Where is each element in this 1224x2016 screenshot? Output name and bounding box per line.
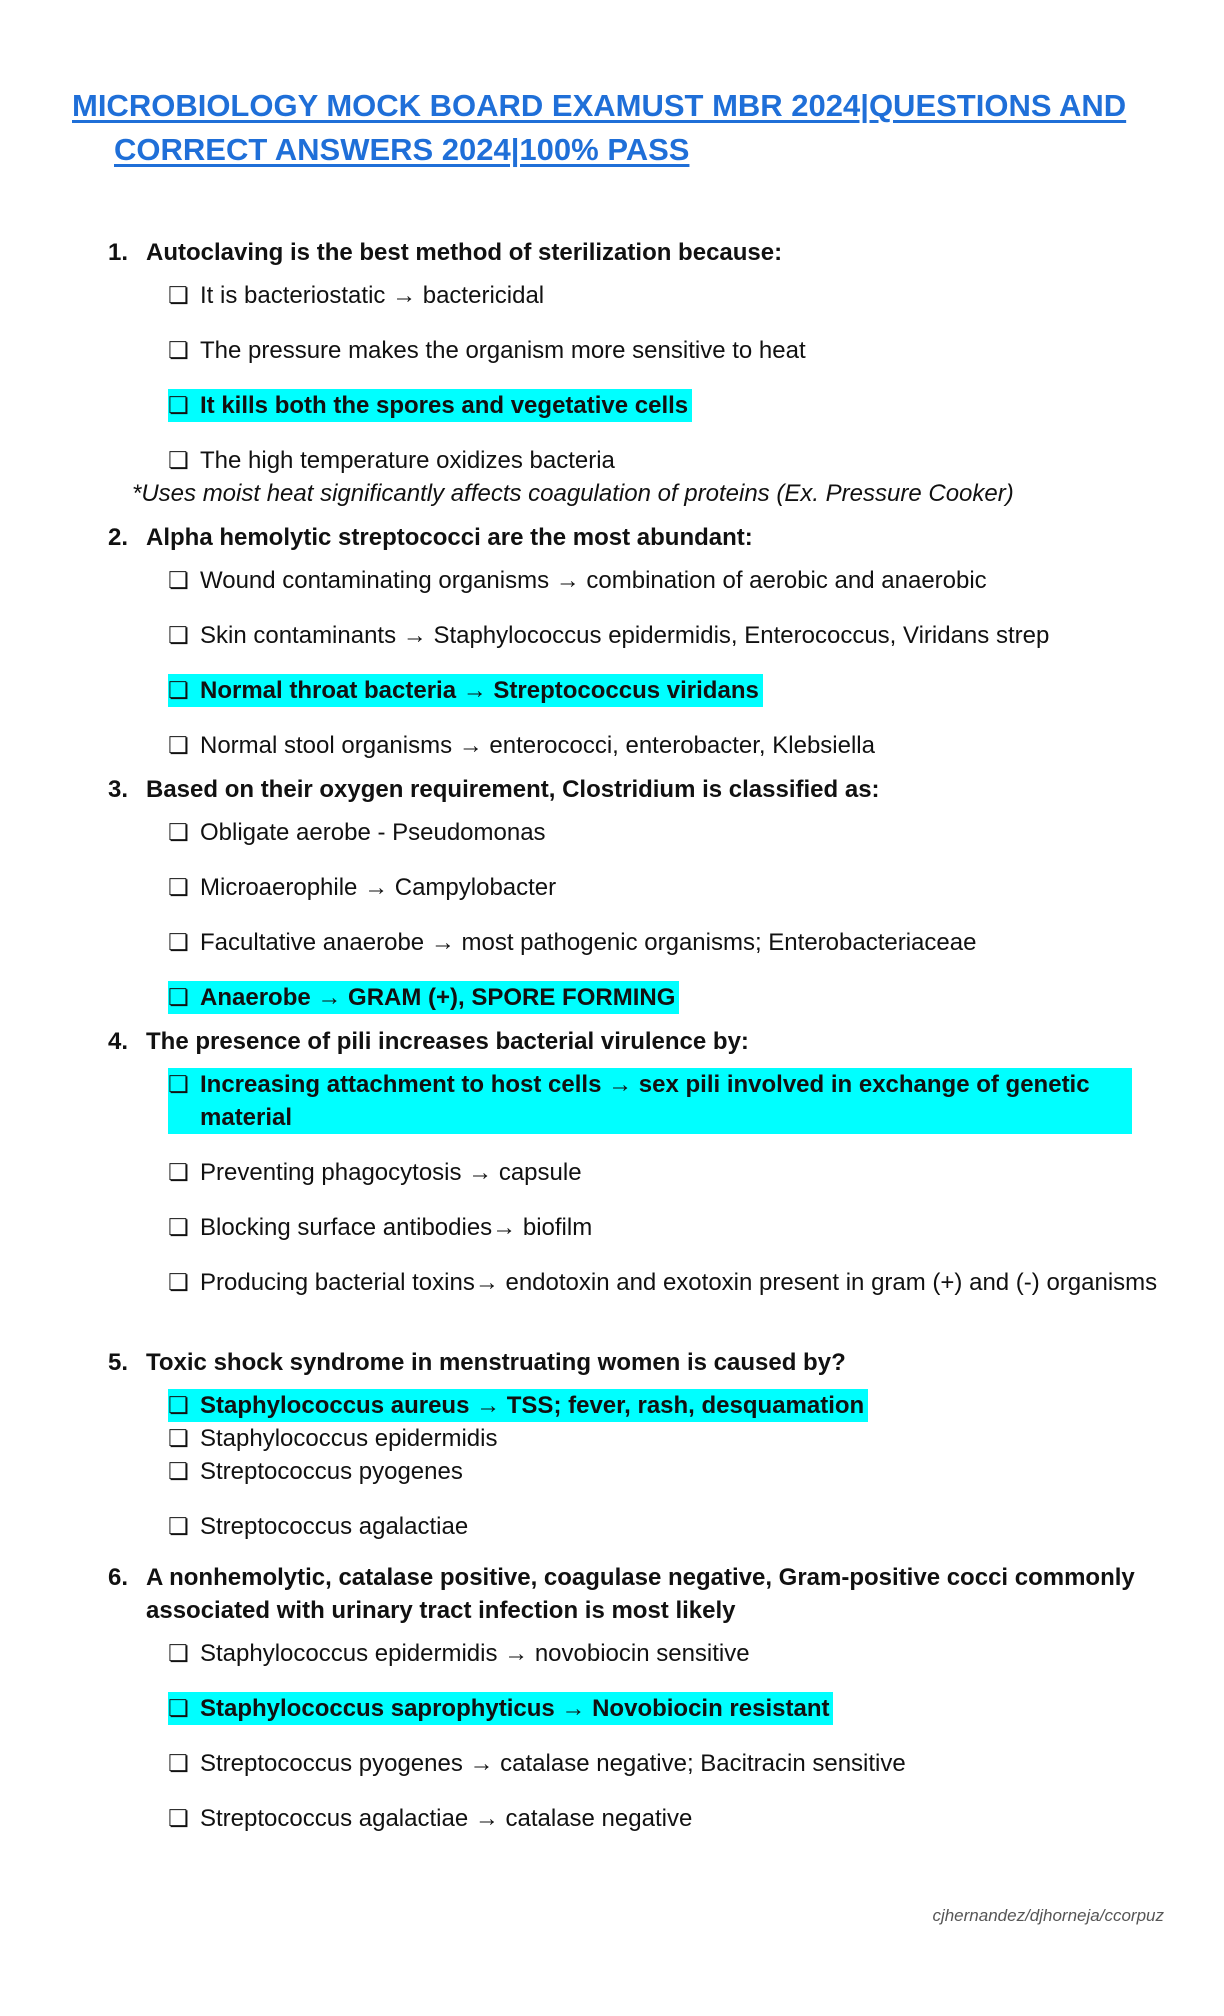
checkbox-icon: ❏ [168,622,189,648]
checkbox-icon: ❏ [168,337,189,363]
question-text: Autoclaving is the best method of sterilization because: [146,239,783,266]
checkbox-icon: ❏ [168,819,189,845]
option-text: It kills both the spores and vegetative cells [200,392,689,419]
option-text: Staphylococcus saprophyticus → Novobiocin resistant [200,1695,830,1722]
checkbox-icon: ❏ [168,1513,189,1539]
option [168,279,1168,312]
checkbox-icon: ❏ [168,1750,189,1776]
checkbox-icon: ❏ [168,874,189,900]
question-number: 1. [108,239,129,266]
option-text: Increasing attachment to host cells → sex pili involved in exchange of genetic material [200,1071,1090,1131]
title-line-1: MICROBIOLOGY MOCK BOARD EXAMUST MBR 2024|QUESTIONS AND [72,88,1127,123]
option [168,729,1168,762]
checkbox-icon: ❏ [168,447,189,473]
question-text: The presence of pili increases bacterial virulence by: [146,1028,749,1055]
checkbox-icon: ❏ [168,984,189,1010]
option-text: Facultative anaerobe → most pathogenic organisms; Enterobacteriaceae [200,929,977,956]
question-text: Toxic shock syndrome in menstruating women is caused by? [146,1349,846,1376]
option-text: Anaerobe → GRAM (+), SPORE FORMING [200,984,676,1011]
option-text: Streptococcus agalactiae [200,1513,469,1540]
option-text: Normal stool organisms → enterococci, enterobacter, Klebsiella [200,732,875,759]
question-number: 2. [108,524,129,551]
checkbox-icon: ❏ [168,1214,189,1240]
option-text: Blocking surface antibodies→ biofilm [200,1214,593,1241]
option [168,619,1168,652]
checkbox-icon: ❏ [168,1269,189,1295]
checkbox-icon: ❏ [168,1458,189,1484]
option-text: Streptococcus pyogenes [200,1458,463,1485]
option [168,816,1168,849]
checkbox-icon: ❏ [168,1640,189,1666]
option-text: Staphylococcus epidermidis → novobiocin sensitive [200,1640,750,1667]
option [168,1422,1168,1455]
question-number: 6. [108,1564,129,1591]
option-correct [168,1068,1132,1134]
option-correct [168,981,679,1014]
option [168,926,1168,959]
checkbox-icon: ❏ [168,392,189,418]
option-text: Streptococcus agalactiae → catalase negative [200,1805,693,1832]
option-correct [168,389,692,422]
checkbox-icon: ❏ [168,929,189,955]
option [168,1637,1168,1670]
option-text: Staphylococcus aureus → TSS; fever, rash, desquamation [200,1392,865,1419]
checkbox-icon: ❏ [168,677,189,703]
checkbox-icon: ❏ [168,282,189,308]
option-text: Wound contaminating organisms → combination of aerobic and anaerobic [200,567,987,594]
option [168,1510,1168,1543]
question-text: A nonhemolytic, catalase positive, coagulase negative, Gram-positive cocci commonly associated with urinary tract infection is most likely [146,1564,1135,1624]
option [168,1266,1168,1299]
checkbox-icon: ❏ [168,732,189,758]
option-correct [168,674,763,707]
question-6 [108,1561,1168,1835]
checkbox-icon: ❏ [168,1392,189,1418]
option-text: The high temperature oxidizes bacteria [200,447,615,474]
option-correct [168,1389,868,1422]
footer-credits: cjhernandez/djhorneja/ccorpuz [932,1906,1164,1925]
option [168,1211,1168,1244]
option-text: Microaerophile → Campylobacter [200,874,557,901]
checkbox-icon: ❏ [168,1695,189,1721]
option [168,564,1168,597]
checkbox-icon: ❏ [168,567,189,593]
option-text: Staphylococcus epidermidis [200,1425,498,1452]
question-4 [108,1025,1168,1299]
option-correct [168,1692,833,1725]
question-2 [108,521,1168,762]
option [168,1156,1168,1189]
question-number: 5. [108,1349,129,1376]
checkbox-icon: ❏ [168,1071,189,1097]
option-text: Producing bacterial toxins→ endotoxin and exotoxin present in gram (+) and (-) organisms [200,1269,1158,1296]
option [168,871,1168,904]
option-text: Streptococcus pyogenes → catalase negative; Bacitracin sensitive [200,1750,906,1777]
document-title [72,84,1152,172]
answer-note: *Uses moist heat significantly affects coagulation of proteins (Ex. Pressure Cooker) [132,480,1014,507]
option-text: Normal throat bacteria → Streptococcus viridans [200,677,759,704]
question-5 [108,1346,1168,1543]
option-text: The pressure makes the organism more sensitive to heat [200,337,806,364]
question-number: 3. [108,776,129,803]
option-text: Preventing phagocytosis → capsule [200,1159,582,1186]
option [168,1802,1168,1835]
checkbox-icon: ❏ [168,1425,189,1451]
option [168,1455,1168,1488]
checkbox-icon: ❏ [168,1805,189,1831]
option-text: It is bacteriostatic → bactericidal [200,282,545,309]
question-1 [108,236,1168,510]
option [168,1747,1168,1780]
question-text: Alpha hemolytic streptococci are the most abundant: [146,524,753,551]
checkbox-icon: ❏ [168,1159,189,1185]
question-number: 4. [108,1028,129,1055]
option [168,444,1168,477]
title-line-2: CORRECT ANSWERS 2024|100% PASS [114,132,690,167]
option-text: Obligate aerobe - Pseudomonas [200,819,546,846]
option-text: Skin contaminants → Staphylococcus epidermidis, Enterococcus, Viridans strep [200,622,1050,649]
question-text: Based on their oxygen requirement, Clostridium is classified as: [146,776,880,803]
question-3 [108,773,1168,1014]
option [168,334,1168,367]
